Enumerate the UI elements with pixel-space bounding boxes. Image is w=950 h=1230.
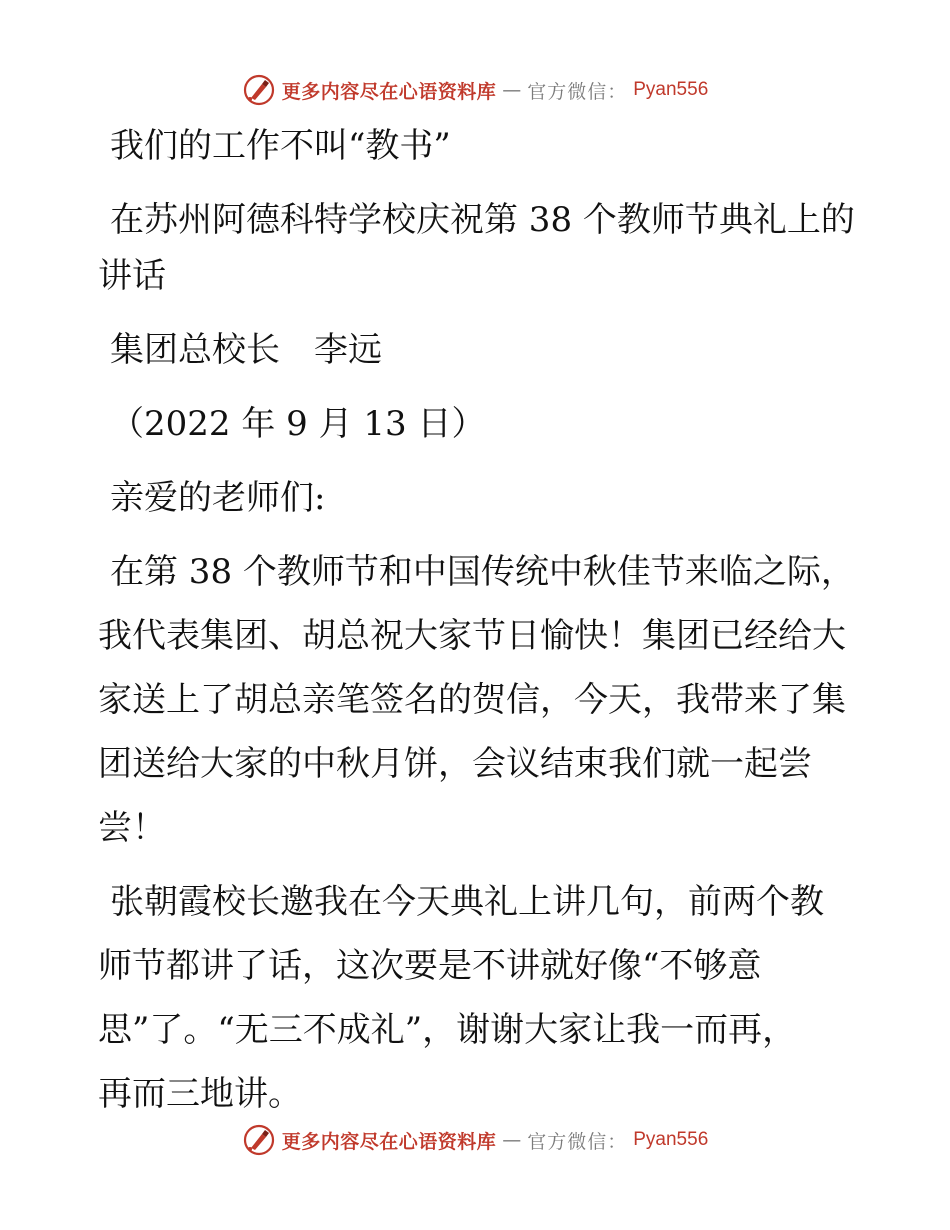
header-watermark-banner: [0, 70, 950, 110]
document-subtitle-line-2: 讲话: [98, 256, 166, 296]
paragraph-line: 思”了。“无三不成礼”，谢谢大家让我一而再，: [98, 1010, 797, 1050]
document-salutation: 亲爱的老师们:: [110, 478, 326, 518]
document-date: （2022 年 9 月 13 日）: [110, 404, 486, 444]
paragraph-line: 再而三地讲。: [98, 1074, 302, 1114]
paragraph-line: 在第 38 个教师节和中国传统中秋佳节来临之际，: [110, 552, 855, 592]
watermark-dash: —: [502, 79, 522, 101]
watermark-brand-text: 更多内容尽在心语资料库: [281, 80, 497, 103]
document-title: 我们的工作不叫“教书”: [110, 126, 451, 166]
document-body: [98, 118, 858, 1122]
paragraph-line: 家送上了胡总亲笔签名的贺信，今天，我带来了集: [98, 680, 846, 720]
paragraph-line: 尝！: [98, 808, 166, 848]
watermark-wechat-id: Pyan556: [633, 1129, 709, 1150]
paragraph-2: [98, 874, 858, 1122]
watermark-wechat-id: Pyan556: [633, 79, 709, 100]
pen-nib-icon: [242, 1123, 276, 1157]
document-author: 集团总校长 李远: [110, 330, 382, 370]
watermark-brand-text: 更多内容尽在心语资料库: [281, 1130, 497, 1153]
pen-nib-icon: [242, 73, 276, 107]
document-subtitle-line-1: 在苏州阿德科特学校庆祝第 38 个教师节典礼上的: [110, 200, 855, 240]
watermark-wechat-label: 官方微信：: [527, 1130, 628, 1153]
paragraph-line: 师节都讲了话，这次要是不讲就好像“不够意: [98, 946, 762, 986]
paragraph-line: 我代表集团、胡总祝大家节日愉快！集团已经给大: [98, 616, 846, 656]
footer-watermark-banner: [0, 1120, 950, 1160]
paragraph-1: [98, 544, 858, 856]
paragraph-line: 张朝霞校长邀我在今天典礼上讲几句，前两个教: [110, 882, 824, 922]
watermark-dash: —: [502, 1129, 522, 1151]
paragraph-line: 团送给大家的中秋月饼，会议结束我们就一起尝: [98, 744, 812, 784]
watermark-wechat-label: 官方微信：: [527, 80, 628, 103]
